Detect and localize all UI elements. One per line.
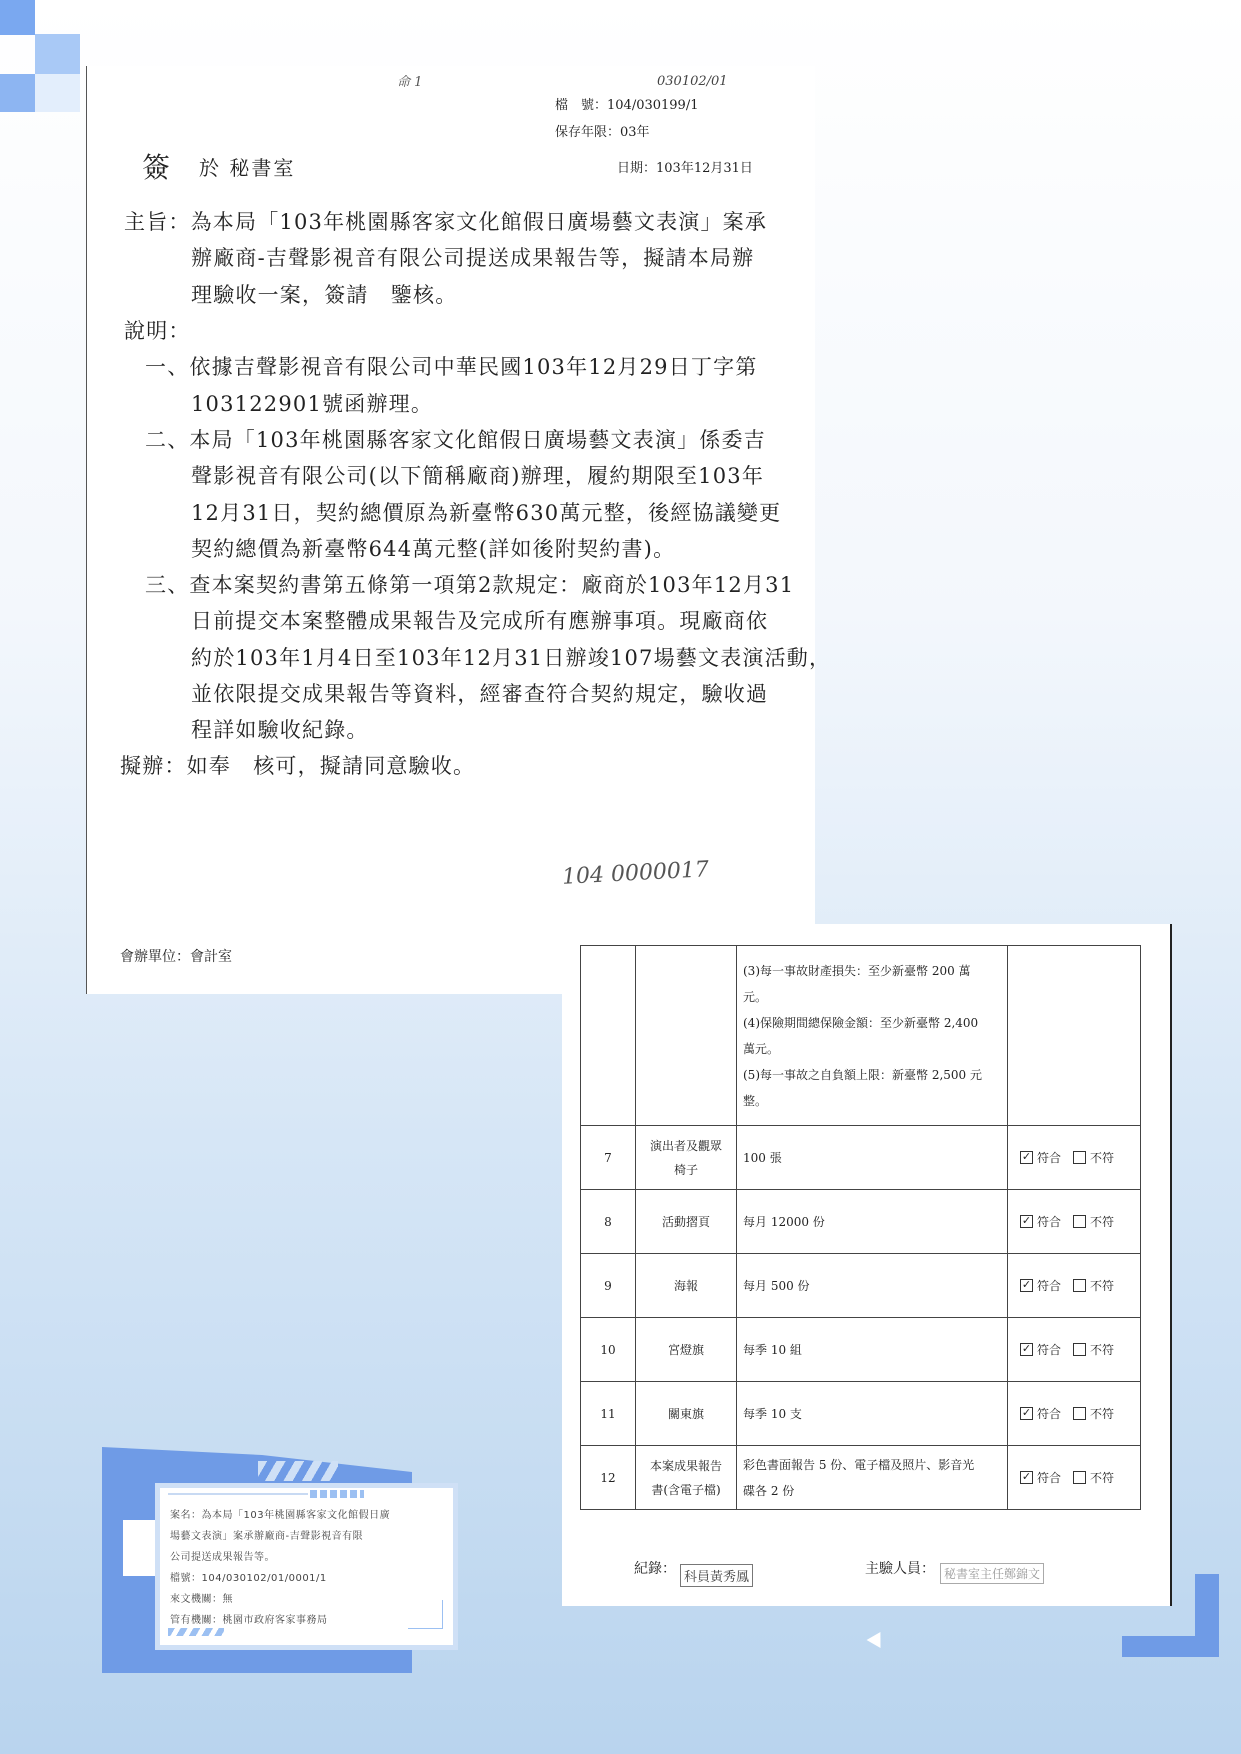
spec-line: 每月 500 份 — [743, 1278, 810, 1293]
spec-line: 100 張 — [743, 1150, 782, 1165]
body-line: 主旨：為本局「103年桃園縣客家文化館假日廣場藝文表演」案承 — [124, 210, 768, 234]
row-number: 12 — [581, 1446, 636, 1510]
card-tab — [123, 1520, 157, 1576]
card-line: 管有機關：桃園市政府客家事務局 — [170, 1615, 328, 1626]
body-line: 103122901號函辦理。 — [191, 392, 434, 416]
card-line: 檔號：104/030102/01/0001/1 — [170, 1573, 327, 1584]
body-line: 擬辦：如奉 核可，擬請同意驗收。 — [120, 754, 476, 778]
insurance-line: 元。 — [743, 989, 768, 1004]
fail-checkbox[interactable] — [1073, 1279, 1086, 1292]
body-line: 理驗收一案，簽請 鑒核。 — [191, 283, 458, 307]
memo-date: 日期：103年12月31日 — [617, 161, 753, 176]
pass-checkbox[interactable]: ✓ — [1021, 1278, 1032, 1291]
pass-label: 符合 — [1037, 1407, 1062, 1421]
pass-label: 符合 — [1037, 1471, 1062, 1485]
insurance-line: (4)保險期間總保險金額：至少新臺幣 2,400 — [743, 1015, 979, 1030]
item-line: 關東旗 — [667, 1406, 704, 1421]
memo-title-char: 簽 — [142, 151, 171, 184]
row-result — [1008, 1254, 1141, 1318]
row-number: 8 — [581, 1190, 636, 1254]
body-line: 12月31日，契約總價原為新臺幣630萬元整，後經協議變更 — [191, 501, 782, 525]
retention-period: 保存年限：03年 — [555, 125, 650, 140]
decor-triangle — [867, 1632, 888, 1652]
row-result — [1008, 1382, 1141, 1446]
item-line: 海報 — [673, 1278, 698, 1293]
body-line: 約於103年1月4日至103年12月31日辦竣107場藝文表演活動， — [191, 646, 832, 670]
row-result — [1008, 1190, 1141, 1254]
decor-square — [35, 74, 80, 112]
row-item — [636, 1446, 737, 1510]
row-spec — [737, 1382, 1008, 1446]
insurance-line: 整。 — [743, 1093, 768, 1108]
row-item — [636, 1318, 737, 1382]
insurance-line: (5)每一事故之自負額上限：新臺幣 2,500 元 — [743, 1067, 982, 1082]
item-line: 演出者及觀眾 — [649, 1138, 722, 1153]
item-line: 書(含電子檔) — [651, 1482, 721, 1497]
table-row — [581, 946, 1141, 1126]
decor-bracket — [1122, 1636, 1219, 1657]
pass-checkbox[interactable]: ✓ — [1021, 1470, 1032, 1483]
row-spec — [737, 1318, 1008, 1382]
body-line: 程詳如驗收紀錄。 — [191, 718, 369, 742]
table-row — [581, 1126, 1141, 1190]
row-spec — [737, 1446, 1008, 1510]
pass-label: 符合 — [1037, 1215, 1062, 1229]
item-line: 活動摺頁 — [661, 1214, 710, 1229]
row-number: 7 — [581, 1126, 636, 1190]
table-row — [581, 1318, 1141, 1382]
row-spec — [737, 1254, 1008, 1318]
fail-checkbox[interactable] — [1073, 1151, 1086, 1164]
table-row — [581, 1446, 1141, 1510]
insurance-line: 萬元。 — [743, 1041, 780, 1056]
row-result — [1008, 1318, 1141, 1382]
spec-line: 彩色書面報告 5 份、電子檔及照片、影音光 — [743, 1457, 975, 1472]
pass-label: 符合 — [1037, 1343, 1062, 1357]
row-spec — [737, 1190, 1008, 1254]
card-line: 來文機關：無 — [170, 1594, 233, 1605]
table-row — [581, 1254, 1141, 1318]
body-line: 契約總價為新臺幣644萬元整(詳如後附契約書)。 — [191, 537, 676, 561]
fail-label: 不符 — [1090, 1407, 1115, 1421]
row-item — [636, 1190, 737, 1254]
pass-checkbox[interactable]: ✓ — [1021, 1150, 1032, 1163]
spec-line: 每季 10 組 — [743, 1342, 802, 1357]
fail-label: 不符 — [1090, 1215, 1115, 1229]
file-number: 檔 號：104/030199/1 — [555, 98, 699, 113]
fail-checkbox[interactable] — [1073, 1215, 1086, 1228]
body-line: 二、本局「103年桃園縣客家文化館假日廣場藝文表演」係委吉 — [145, 428, 766, 452]
decor-square — [0, 74, 35, 112]
card-bottom-stripes — [168, 1628, 224, 1636]
inspection-table-document — [562, 924, 1172, 1606]
fail-label: 不符 — [1090, 1279, 1115, 1293]
body-line: 說明： — [124, 319, 191, 343]
insurance-cell — [737, 946, 1008, 1126]
pass-checkbox[interactable]: ✓ — [1021, 1214, 1032, 1227]
body-line: 辦廠商-吉聲影視音有限公司提送成果報告等，擬請本局辦 — [191, 246, 755, 270]
card-corner — [408, 1600, 443, 1629]
insurance-line: (3)每一事故財產損失：至少新臺幣 200 萬 — [743, 963, 971, 978]
spec-line: 碟各 2 份 — [743, 1483, 795, 1498]
body-line: 聲影視音有限公司(以下簡稱廠商)辦理，履約期限至103年 — [191, 464, 765, 488]
row-item — [636, 1254, 737, 1318]
fail-label: 不符 — [1090, 1151, 1115, 1165]
handwritten-file-code: 030102/01 — [657, 74, 728, 89]
record-label: 紀錄： — [634, 1561, 676, 1577]
card-top-blocks — [310, 1490, 364, 1498]
item-line: 本案成果報告 — [649, 1458, 722, 1473]
row-number: 10 — [581, 1318, 636, 1382]
card-stripes — [258, 1461, 338, 1481]
table-row — [581, 1190, 1141, 1254]
inspector-stamp: 秘書室主任鄭錦文 — [940, 1563, 1044, 1584]
row-result — [1008, 1446, 1141, 1510]
body-line: 並依限提交成果報告等資料，經審查符合契約規定，驗收過 — [191, 682, 769, 706]
memo-document — [86, 66, 832, 994]
fail-label: 不符 — [1090, 1343, 1115, 1357]
row-spec — [737, 1126, 1008, 1190]
spec-line: 每月 12000 份 — [743, 1214, 825, 1229]
archive-info-card — [155, 1483, 458, 1650]
table-row — [581, 1382, 1141, 1446]
body-line: 三、查本案契約書第五條第一項第2款規定：廠商於103年12月31 — [145, 573, 795, 597]
row-number: 11 — [581, 1382, 636, 1446]
memo-office: 於 秘書室 — [199, 156, 296, 180]
fail-checkbox[interactable] — [1073, 1407, 1086, 1420]
record-stamp: 科員黃秀鳳 — [680, 1564, 753, 1587]
co-unit: 會辦單位：會計室 — [120, 949, 232, 965]
handwritten-mark: 命 1 — [397, 75, 423, 90]
spec-line: 每季 10 支 — [743, 1406, 802, 1421]
item-line: 椅子 — [673, 1162, 698, 1177]
row-item — [636, 1382, 737, 1446]
fail-checkbox[interactable] — [1073, 1471, 1086, 1484]
card-top-rule — [168, 1493, 308, 1495]
body-line: 日前提交本案整體成果報告及完成所有應辦事項。現廠商依 — [191, 609, 769, 633]
card-line: 案名：為本局「103年桃園縣客家文化館假日廣 — [170, 1510, 391, 1521]
card-line: 場藝文表演」案承辦廠商-吉聲影視音有限 — [170, 1531, 364, 1542]
pass-label: 符合 — [1037, 1279, 1062, 1293]
handwritten-number: 104 0000017 — [561, 857, 710, 890]
row-number: 9 — [581, 1254, 636, 1318]
row-item — [636, 1126, 737, 1190]
body-line: 一、依據吉聲影視音有限公司中華民國103年12月29日丁字第 — [145, 355, 758, 379]
item-line: 宮燈旗 — [667, 1342, 704, 1357]
fail-label: 不符 — [1090, 1471, 1115, 1485]
decor-square — [35, 34, 80, 74]
inspection-table — [580, 945, 1141, 1510]
inspector-label: 主驗人員： — [865, 1561, 935, 1577]
decor-square — [0, 0, 35, 35]
pass-checkbox[interactable]: ✓ — [1021, 1406, 1032, 1419]
card-line: 公司提送成果報告等。 — [170, 1552, 275, 1563]
pass-label: 符合 — [1037, 1151, 1062, 1165]
pass-checkbox[interactable]: ✓ — [1021, 1342, 1032, 1355]
fail-checkbox[interactable] — [1073, 1343, 1086, 1356]
row-result — [1008, 1126, 1141, 1190]
